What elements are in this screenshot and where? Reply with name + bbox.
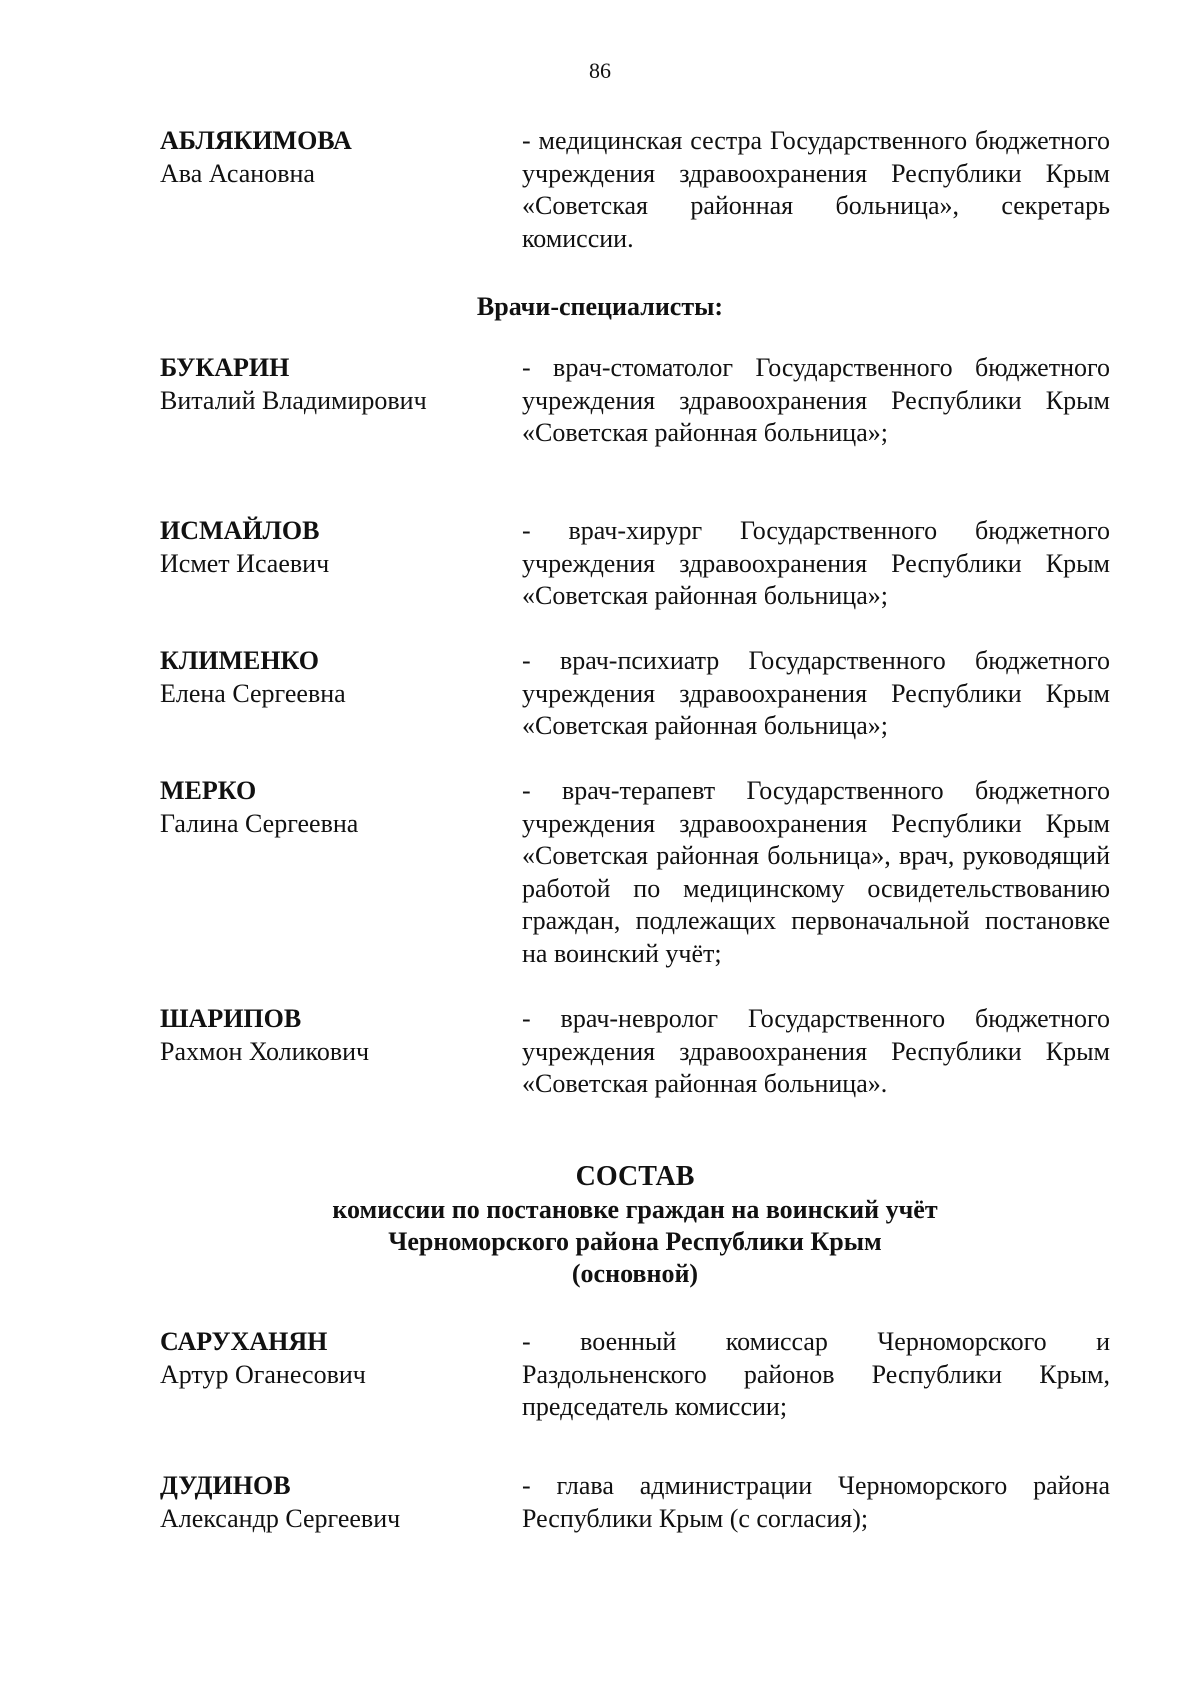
member-role: - врач-психиатр Государственного бюджетного учреждения здравоохранения Республики Крым «Советская районная больница»; (522, 646, 1110, 740)
composition-title: СОСТАВ (575, 1161, 695, 1192)
member-given-name: Артур Оганесович (160, 1359, 366, 1389)
member-role: - врач-терапевт Государственного бюджетного учреждения здравоохранения Республики Крым «Советская районная больница», врач, руководящий работой по медицинскому освидетельствованию граждан, подлежащих первоначальной постановке на воинский учёт; (522, 776, 1110, 968)
member-name (160, 352, 500, 417)
composition-subtitle-line: комиссии по постановке граждан на воинский учёт (332, 1195, 938, 1224)
member-surname: КЛИМЕНКО (160, 646, 319, 675)
member-role: - глава администрации Черноморского района Республики Крым (с согласия); (522, 1471, 1110, 1533)
member-role: - медицинская сестра Государственного бюджетного учреждения здравоохранения Республики Крым «Советская районная больница», секретарь комиссии. (522, 126, 1110, 253)
member-surname: АБЛЯКИМОВА (160, 126, 352, 155)
member-given-name: Рахмон Холикович (160, 1036, 370, 1066)
member-given-name: Виталий Владимирович (160, 385, 427, 415)
composition-subtitle-line: Черноморского района Республики Крым (388, 1227, 882, 1256)
member-name (160, 645, 500, 710)
member-name (160, 515, 500, 580)
member-surname: ДУДИНОВ (160, 1471, 291, 1500)
member-role: - военный комиссар Черноморского и Раздольненского районов Республики Крым, председатель комиссии; (522, 1327, 1110, 1421)
member-name (160, 1326, 500, 1391)
member-role: - врач-стоматолог Государственного бюджетного учреждения здравоохранения Республики Крым «Советская районная больница»; (522, 353, 1110, 447)
member-surname: МЕРКО (160, 776, 257, 805)
member-surname: БУКАРИН (160, 353, 290, 382)
member-role: - врач-невролог Государственного бюджетного учреждения здравоохранения Республики Крым «Советская районная больница». (522, 1004, 1110, 1098)
member-name (160, 775, 500, 840)
member-given-name: Елена Сергеевна (160, 678, 346, 708)
page-number: 86 (589, 58, 611, 83)
composition-title-block (160, 1160, 1110, 1290)
composition-subtitle-line: (основной) (571, 1259, 699, 1288)
member-name (160, 125, 500, 190)
member-given-name: Галина Сергеевна (160, 808, 359, 838)
member-name (160, 1470, 500, 1535)
member-given-name: Александр Сергеевич (160, 1503, 401, 1533)
member-role: - врач-хирург Государственного бюджетного учреждения здравоохранения Республики Крым «Советская районная больница»; (522, 516, 1110, 610)
member-given-name: Исмет Исаевич (160, 548, 330, 578)
member-surname: САРУХАНЯН (160, 1327, 328, 1356)
member-given-name: Ава Асановна (160, 158, 315, 188)
section-heading: Врачи-специалисты: (476, 292, 724, 321)
member-surname: ИСМАЙЛОВ (160, 516, 320, 545)
member-name (160, 1003, 500, 1068)
member-surname: ШАРИПОВ (160, 1004, 302, 1033)
